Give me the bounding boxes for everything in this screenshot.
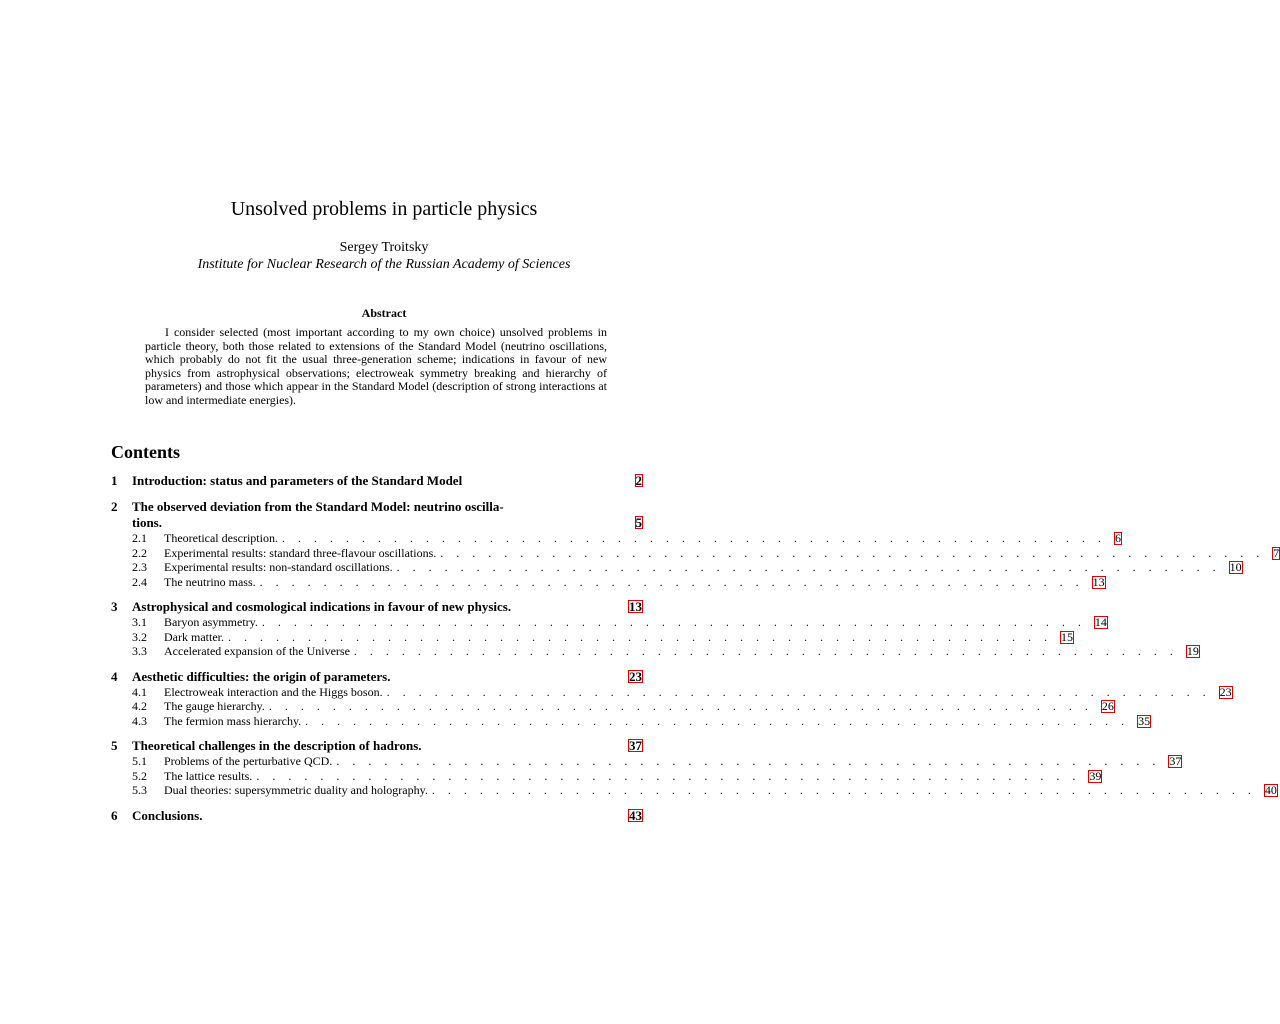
toc-subsection-title[interactable]: The fermion mass hierarchy. [164, 713, 302, 728]
toc-leader-dots: . . . . . . . . . . . . . . . . . . . . . . . . . . . . . . . . . . . . . . . . . . . . . . . . . . . . [259, 574, 1084, 589]
toc-page-link[interactable]: 7 [1273, 545, 1280, 560]
toc-subsection-title[interactable]: Accelerated expansion of the Universe [164, 644, 350, 658]
toc-subsection-2-4[interactable] [111, 574, 1105, 590]
toc-subsection-title[interactable]: The gauge hierarchy. [164, 699, 265, 713]
toc-page-link[interactable]: 37 [1169, 754, 1182, 768]
toc-subsection-title[interactable]: Baryon asymmetry. [164, 615, 258, 629]
toc-page-link[interactable]: 26 [1101, 699, 1114, 713]
toc-page-link[interactable]: 13 [1092, 574, 1105, 589]
toc-subsection-title[interactable]: Dual theories: supersymmetric duality and holography. [164, 783, 428, 797]
toc-page-link[interactable]: 15 [1060, 629, 1073, 644]
toc-subsection-2-2[interactable] [111, 545, 1280, 561]
toc-subsection-title[interactable]: Dark matter. [164, 629, 224, 644]
toc-section-number: 3 [111, 599, 118, 614]
toc-subsection-number: 3.3 [132, 644, 147, 658]
toc-subsection-title[interactable]: The lattice results. [164, 768, 253, 783]
toc-page-link[interactable]: 14 [1094, 615, 1107, 629]
toc-leader-dots: . . . . . . . . . . . . . . . . . . . . . . . . . . . . . . . . . . . . . . . . . . . . . . . . . . . . [256, 768, 1081, 783]
toc-subsection-number: 5.3 [132, 783, 147, 797]
toc-section-number: 5 [111, 738, 118, 753]
toc-subsection-3-3[interactable] [111, 644, 1199, 659]
toc-subsection-number: 2.1 [132, 531, 147, 545]
toc-leader-dots: . . . . . . . . . . . . . . . . . . . . . . . . . . . . . . . . . . . . . . . . . . . . . . . . . . . . [431, 783, 1256, 797]
toc-section-title[interactable]: Aesthetic difficulties: the origin of parameters. [132, 668, 391, 684]
toc-page-link[interactable]: 40 [1264, 783, 1277, 797]
toc-section-title-line2[interactable]: tions. [132, 515, 162, 530]
toc-subsection-number: 5.1 [132, 754, 147, 768]
toc-subsection-number: 4.2 [132, 699, 147, 713]
toc-subsection-title[interactable]: Experimental results: standard three-flavour oscillations. [164, 545, 437, 560]
toc-subsection-number: 5.2 [132, 768, 147, 783]
paper-title: Unsolved problems in particle physics [230, 198, 538, 220]
toc-subsection-title[interactable]: Theoretical description. [164, 531, 278, 545]
toc-page-link[interactable]: 39 [1089, 768, 1102, 783]
toc-section-4[interactable] [111, 669, 643, 685]
toc-page-link[interactable]: 10 [1229, 560, 1242, 574]
toc-leader-dots: . . . . . . . . . . . . . . . . . . . . . . . . . . . . . . . . . . . . . . . . . . . . . . . . . . . . [227, 629, 1052, 644]
toc-leader-dots: . . . . . . . . . . . . . . . . . . . . . . . . . . . . . . . . . . . . . . . . . . . . . . . . . . . . [336, 754, 1161, 768]
toc-section-number: 1 [111, 473, 118, 488]
toc-section-6[interactable] [111, 808, 643, 824]
toc-page-link[interactable]: 37 [629, 738, 642, 753]
toc-subsection-5-3[interactable] [111, 783, 1277, 798]
toc-subsection-5-1[interactable] [111, 754, 1182, 769]
author-affiliation: Institute for Nuclear Research of the Russian Academy of Sciences [197, 257, 571, 272]
toc-subsection-2-1[interactable] [111, 531, 1121, 546]
toc-subsection-number: 2.3 [132, 560, 147, 574]
toc-section-title-line1[interactable]: The observed deviation from the Standard Model: neutrino oscilla- [132, 499, 504, 514]
toc-page-link[interactable]: 43 [629, 807, 642, 823]
toc-page-link[interactable]: 23 [1219, 684, 1232, 699]
toc-section-number: 6 [111, 807, 118, 823]
toc-section-title[interactable]: Introduction: status and parameters of the Standard Model [132, 473, 463, 488]
toc-subsection-4-3[interactable] [111, 713, 1151, 729]
toc-page-link[interactable]: 19 [1186, 644, 1199, 658]
toc-subsection-number: 3.1 [132, 615, 147, 629]
toc-leader-dots: . . . . . . . . . . . . . . . . . . . . . . . . . . . . . . . . . . . . . . . . . . . . . . . . . . . . [386, 684, 1211, 699]
toc-subsection-number: 4.1 [132, 684, 147, 699]
toc-subsection-3-1[interactable] [111, 615, 1107, 630]
toc-subsection-3-2[interactable] [111, 629, 1073, 645]
toc-page-link[interactable]: 5 [635, 515, 642, 530]
toc-page-link[interactable]: 35 [1138, 713, 1151, 728]
toc-leader-dots: . . . . . . . . . . . . . . . . . . . . . . . . . . . . . . . . . . . . . . . . . . . . . . . . . . . . [268, 699, 1093, 713]
toc-subsection-5-2[interactable] [111, 768, 1102, 784]
contents-heading: Contents [111, 442, 181, 462]
toc-subsection-title[interactable]: Experimental results: non-standard oscillations. [164, 560, 393, 574]
toc-leader-dots: . . . . . . . . . . . . . . . . . . . . . . . . . . . . . . . . . . . . . . . . . . . . . . . . . . . . [440, 545, 1265, 560]
toc-leader-dots: . . . . . . . . . . . . . . . . . . . . . . . . . . . . . . . . . . . . . . . . . . . . . . . . . . . . [353, 644, 1178, 658]
toc-leader-dots: . . . . . . . . . . . . . . . . . . . . . . . . . . . . . . . . . . . . . . . . . . . . . . . . . . . . [396, 560, 1221, 574]
toc-subsection-number: 3.2 [132, 629, 147, 644]
toc-leader-dots: . . . . . . . . . . . . . . . . . . . . . . . . . . . . . . . . . . . . . . . . . . . . . . . . . . . . [281, 531, 1106, 545]
table-of-contents [111, 473, 1280, 824]
toc-leader-dots: . . . . . . . . . . . . . . . . . . . . . . . . . . . . . . . . . . . . . . . . . . . . . . . . . . . . [261, 615, 1086, 629]
toc-page-link[interactable]: 2 [635, 473, 642, 488]
toc-subsection-number: 4.3 [132, 713, 147, 728]
toc-subsection-title[interactable]: The neutrino mass. [164, 574, 256, 589]
toc-section-number: 2 [111, 499, 118, 514]
toc-page-link[interactable]: 23 [629, 668, 642, 684]
toc-section-1[interactable] [111, 473, 643, 489]
abstract-heading: Abstract [361, 306, 407, 320]
toc-subsection-4-2[interactable] [111, 699, 1114, 714]
toc-subsection-2-3[interactable] [111, 560, 1242, 575]
toc-page-link[interactable]: 6 [1114, 531, 1121, 545]
toc-section-title[interactable]: Theoretical challenges in the description of hadrons. [132, 738, 422, 753]
toc-subsection-title[interactable]: Electroweak interaction and the Higgs boson. [164, 684, 383, 699]
toc-section-3[interactable] [111, 599, 643, 615]
toc-leader-dots: . . . . . . . . . . . . . . . . . . . . . . . . . . . . . . . . . . . . . . . . . . . . . . . . . . . . [305, 713, 1130, 728]
abstract-text: I consider selected (most important according to my own choice) unsolved problems in particle theory, both those related to extensions of the Standard Model (neutrino oscillations, which probably do not fit the usual three-generation scheme; indications in favour of new physics from astrophysical observations; electroweak symmetry breaking and hierarchy of parameters) and those which appear in the Standard Model (description of strong interactions at low and intermediate energies). [145, 325, 607, 407]
toc-section-title[interactable]: Astrophysical and cosmological indications in favour of new physics. [132, 599, 512, 614]
toc-section-5[interactable] [111, 738, 643, 754]
toc-section-number: 4 [111, 668, 118, 684]
toc-subsection-title[interactable]: Problems of the perturbative QCD. [164, 754, 333, 768]
toc-section-2[interactable] [111, 499, 643, 531]
toc-page-link[interactable]: 13 [629, 599, 642, 614]
toc-section-title[interactable]: Conclusions. [132, 807, 203, 823]
author-name: Sergey Troitsky [339, 240, 429, 255]
toc-subsection-4-1[interactable] [111, 684, 1232, 700]
toc-subsection-number: 2.4 [132, 574, 147, 589]
toc-subsection-number: 2.2 [132, 545, 147, 560]
